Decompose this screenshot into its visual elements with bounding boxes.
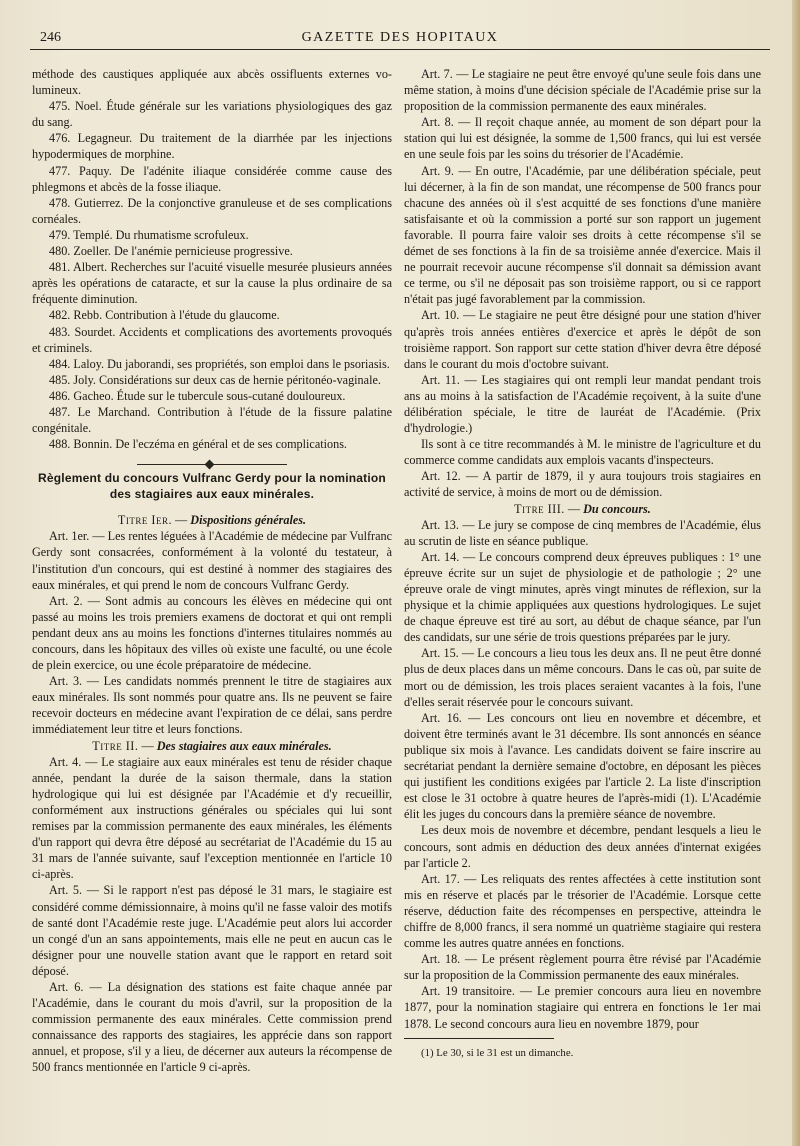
titre-label: Titre II.	[92, 738, 139, 753]
article-paragraph: Art. 3. — Les candidats nommés prennent le titre de stagiaires aux eaux minérales. Ils sont nommés pour quatre ans. Ils ne peuvent se faire recevoir docteurs en médecine avant l'expiration de ce délai, sans perdre immédiatement leur titre et leurs fonctions.	[32, 674, 392, 737]
article-paragraph: Art. 14. — Le concours comprend deux épreuves publiques : 1° une épreuve écrite sur un sujet de physiologie et de pathologie ; 2° une épreuve orale de vingt minutes, après vingt minutes de réflexion, sur la physique et la chimie appliquées aux questions hydrologiques. Le sujet de chaque épreuve est tiré au sort, au début de chaque séance, par l'un des candidats, sur une série de trois questions préparées par le jury.	[404, 549, 761, 645]
list-item: 483. Sourdet. Accidents et complications des avortements provoqués et criminels.	[32, 324, 392, 355]
right-column	[404, 66, 761, 1061]
article-paragraph: Art. 12. — A partir de 1879, il y aura toujours trois stagiaires en activité de service, à moins de mort ou de démission.	[404, 469, 761, 500]
article-paragraph: Ils sont à ce titre recommandés à M. le ministre de l'agriculture et du commerce comme candidats aux emplois vacants d'inspecteurs.	[404, 437, 761, 468]
left-column	[32, 66, 392, 1076]
section-separator	[137, 464, 287, 465]
list-item: 486. Gacheo. Étude sur le tubercule sous-cutané douloureux.	[49, 388, 346, 403]
page-header	[30, 27, 770, 50]
article-paragraph: Art. 11. — Les stagiaires qui ont rempli leur mandat pendant trois ans au moins à la satisfaction de l'Académie reçoivent, à la suite d'une délibération spéciale, le titre de lauréat de l'Académie. (Prix d'hydrologie.)	[404, 372, 761, 436]
article-paragraph: Art. 19 transitoire. — Le premier concours aura lieu en novembre 1877, pour la nomination stagiaire qui entrera en fonctions le 1er mai 1878. Le second concours aura lieu en novembre 1879, pour	[404, 984, 761, 1031]
article-paragraph: Art. 16. — Les concours ont lieu en novembre et décembre, et doivent être terminés avant le 31 décembre. Ils sont annoncés en séance publique six mois à l'avance. Les candidats doivent se faire inscrire au secrétariat pendant la dernière semaine d'octobre, en déposant les pièces qui justifient les conditions exigées par l'article 2. La liste d'inscription est close le 31 octobre à quatre heures de l'après-midi (1). L'Académie élit les juges du concours dans la première séance de novembre.	[404, 710, 761, 822]
titre-label: Titre Ier.	[117, 513, 172, 528]
article-paragraph: Art. 10. — Le stagiaire ne peut être désigné pour une station d'hiver qu'après trois années entières d'exercice et après le dépôt de son troisième rapport. Son rapport sur cette station d'hiver devra être déposé dans le courant du mois d'octobre suivant.	[404, 308, 761, 371]
article-paragraph: Art. 5. — Si le rapport n'est pas déposé le 31 mars, le stagiaire est considéré comme démissionnaire, à moins qu'il ne fasse valoir des motifs de santé dont l'Académie reste juge. L'Académie peut alors lui accorder un congé d'un an sans appointements, mais elle ne peut en aucun cas le désigner pour une nouvelle station avant que le rapport en retard soit déposé.	[32, 883, 392, 978]
article-paragraph: Art. 13. — Le jury se compose de cinq membres de l'Académie, élus au scrutin de liste en séance publique.	[404, 517, 761, 548]
titre-heading	[32, 738, 392, 754]
list-item: 479. Templé. Du rhumatisme scrofuleux.	[49, 227, 249, 242]
list-item: 477. Paquy. De l'adénite iliaque considérée comme cause des phlegmons et abcès de la fosse iliaque.	[32, 163, 392, 194]
article-paragraph: Art. 7. — Le stagiaire ne peut être envoyé qu'une seule fois dans une même station, à moins d'une décision spéciale de l'Académie prise sur la proposition de la commission permanente des eaux minérales.	[404, 67, 761, 114]
list-item: 482. Rebb. Contribution à l'étude du glaucome.	[49, 308, 280, 323]
article-paragraph: Les deux mois de novembre et décembre, pendant lesquels a lieu le concours, sont admis en déduction des deux années d'internat exigées par l'article 2.	[404, 823, 761, 870]
list-item: méthode des caustiques appliquée aux abcès ossifluents externes vo-lumineux.	[32, 67, 392, 98]
titre-label: Titre III.	[514, 501, 565, 516]
titre-subtitle: Des stagiaires aux eaux minérales.	[156, 738, 332, 753]
article-paragraph: Art. 17. — Les reliquats des rentes affectées à cette institution sont mis en réserve et placés par le trésorier de l'Académie. Lorsque cette réserve, déduction faite des récompenses en perspective, atteindra le chiffre de 8,000 francs, il sera nommé un quatrième stagiaire qui restera comme les autres quatre années en fonctions.	[404, 871, 761, 951]
footnote-rule	[404, 1038, 554, 1039]
article-paragraph: Art. 1er. — Les rentes léguées à l'Académie de médecine par Vulfranc Gerdy sont consacrées, conformément à la volonté du testateur, à l'institution d'un concours, qui est destiné à nommer des stagiaires des eaux minérales, et qui prend le nom de concours Vulfranc Gerdy.	[32, 529, 392, 592]
titre-separator: —	[172, 513, 191, 528]
list-item: 476. Legagneur. Du traitement de la diarrhée par les injections hypodermiques de morphine.	[32, 131, 392, 162]
titre-heading	[32, 512, 392, 528]
titre-separator: —	[564, 501, 584, 516]
titre-subtitle: Du concours.	[583, 501, 651, 516]
titre-heading	[404, 501, 761, 517]
article-paragraph: Art. 6. — La désignation des stations est faite chaque année par l'Académie, dans le courant du mois d'avril, sur la proposition de la commission permanente des eaux minérales. Cette commission prend connaissance des rapports des stagiaires, les apprécie dans son rapport annuel, et propose, s'il y a lieu, de décerner aux auteurs la récompense de 500 francs mentionnée en l'article 9 ci-après.	[32, 979, 392, 1075]
journal-title: GAZETTE DES HOPITAUX	[301, 30, 499, 45]
article-paragraph: Art. 2. — Sont admis au concours les élèves en médecine qui ont passé au moins les trois premiers examens de doctorat et qui ont rempli pendant deux ans au moins les fonctions d'internes titulaires nommés au concours, dans les hôpitaux des villes où existe une faculté, ou une école de plein exercice, ou une école préparatoire de médecine.	[32, 593, 392, 673]
article-paragraph: Art. 18. — Le présent règlement pourra être révisé par l'Académie sur la proposition de la Commission permanente des eaux minérales.	[404, 952, 761, 983]
article-paragraph: Art. 8. — Il reçoit chaque année, au moment de son départ pour la station qui lui est désignée, la somme de 1,500 francs, qui lui est versée en une seule fois par les soins du trésorier de l'Académie.	[404, 115, 761, 162]
list-item: 488. Bonnin. De l'eczéma en général et de ses complications.	[49, 437, 347, 452]
list-item: 475. Noel. Étude générale sur les variations physiologiques des gaz du sang.	[32, 99, 392, 130]
list-item: 481. Albert. Recherches sur l'acuité visuelle mesurée plusieurs années après les opérations de cataracte, et sur la cause la plus ordinaire de sa fréquente diminution.	[32, 260, 392, 307]
list-item: 485. Joly. Considérations sur deux cas de hernie péritonéo-vaginale.	[49, 372, 381, 387]
list-item: 478. Gutierrez. De la conjonctive granuleuse et de ses complications cornéales.	[32, 195, 392, 226]
footnote: (1) Le 30, si le 31 est un dimanche.	[421, 1046, 574, 1059]
list-item: 484. Laloy. Du jaborandi, ses propriétés, son emploi dans le psoriasis.	[49, 356, 390, 371]
page-number: 246	[40, 30, 61, 45]
article-paragraph: Art. 4. — Le stagiaire aux eaux minérales est tenu de résider chaque année, pendant la durée de la saison thermale, dans la station hydrologique qui lui est désignée par l'Académie et d'y recueillir, conformément aux instructions générales ou spéciales qui lui sont remises par la commission permanente des eaux minérales, les éléments d'un rapport qui devra être déposé au secrétariat de l'Académie du 15 au 31 mars de l'année suivante, sauf l'exception mentionnée en l'article 10 ci-après.	[32, 754, 392, 882]
article-paragraph: Art. 15. — Le concours a lieu tous les deux ans. Il ne peut être donné plus de deux places dans un même concours. Dans le cas où, par suite de mort ou de démission, les trois places seraient vacantes à la fois, l'une d'elles serait réservée pour le concours suivant.	[404, 646, 761, 709]
section-heading: Règlement du concours Vulfranc Gerdy pour la nomination des stagiaires aux eaux minérales.	[38, 471, 386, 501]
list-item: 480. Zoeller. De l'anémie pernicieuse progressive.	[49, 244, 293, 259]
titre-separator: —	[138, 738, 157, 753]
list-item: 487. Le Marchand. Contribution à l'étude de la fissure palatine congénitale.	[32, 404, 392, 436]
titre-subtitle: Dispositions générales.	[190, 513, 307, 528]
article-paragraph: Art. 9. — En outre, l'Académie, par une délibération spéciale, peut lui décerner, à la fin de son mandat, une récompense de 500 francs pour chacune des années où il s'est acquitté de ses fonctions d'une manière satisfaisante et où la commission a porté sur son rapport un jugement favorable. Il pourra faire valoir ses droits à cette récompense s'il se démet de ses fonctions à la fin de sa troisième année d'exercice. Mais il ne pourrait recevoir aucune récompense s'il donnait sa démission avant ce terme, ou s'il ne déposait pas son troisième rapport, ou si ce rapport n'était pas jugé favorablement par la commission.	[404, 163, 761, 307]
page-edge	[792, 0, 800, 1146]
